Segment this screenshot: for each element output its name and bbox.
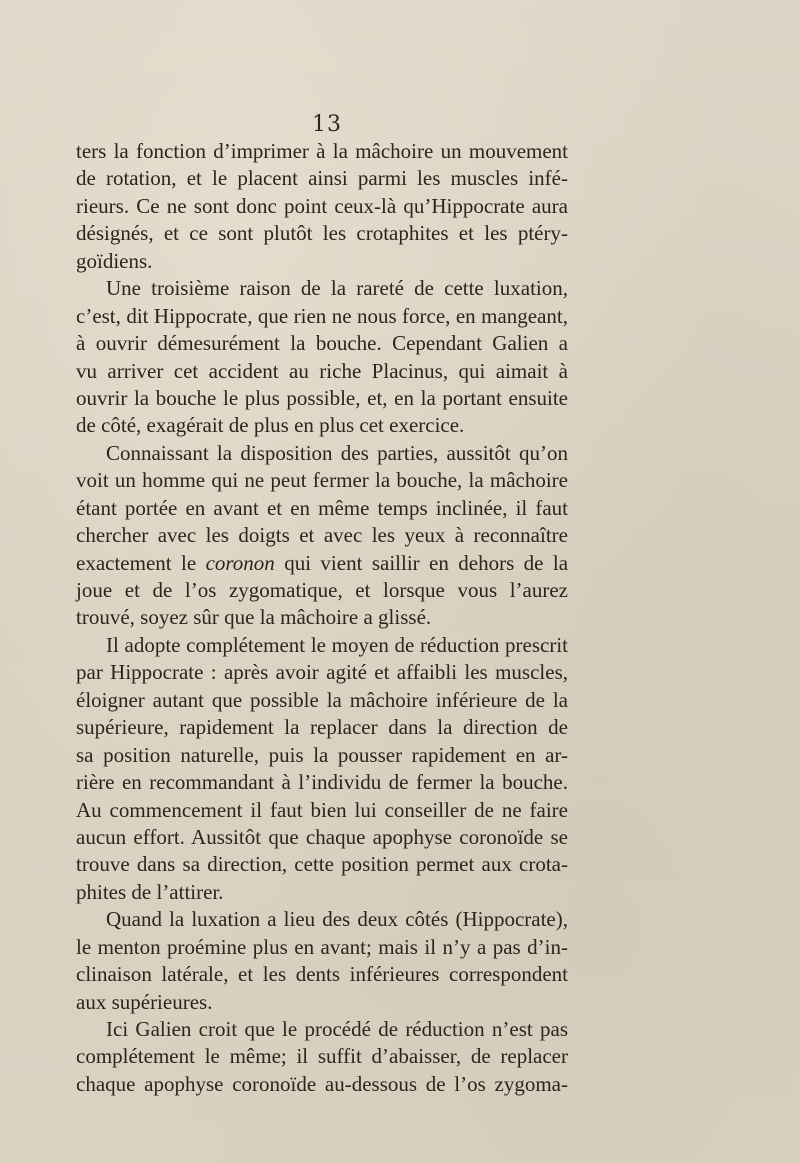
text-line: c’est, dit Hippocrate, que rien ne nous force, en mangeant,: [76, 303, 568, 328]
text-line: [76, 550, 568, 577]
text-segment: qui vient saillir en dehors de la: [284, 550, 569, 575]
text-line: le menton proémine plus en avant; mais il n’y a pas d’in-: [76, 934, 568, 959]
text-line: de côté, exagérait de plus en plus cet exercice.: [76, 413, 465, 438]
text-line: voit un homme qui ne peut fermer la bouche, la mâchoire: [76, 468, 568, 493]
text-line: chaque apophyse coronoïde au-dessous de l’os zygoma-: [76, 1071, 568, 1096]
text-segment: exactement le: [76, 550, 197, 575]
text-line: éloigner autant que possible la mâchoire inférieure de la: [76, 687, 568, 712]
text-line: joue et de l’os zygomatique, et lorsque vous l’aurez: [76, 578, 568, 602]
text-line: Connaissant la disposition des parties, aussitôt qu’on: [106, 440, 568, 465]
text-line: aucun effort. Aussitôt que chaque apophyse coronoïde se: [76, 824, 568, 849]
text-line: aux supérieures.: [76, 989, 213, 1014]
text-line: par Hippocrate : après avoir agité et affaibli les muscles,: [76, 660, 568, 685]
text-line: phites de l’attirer.: [76, 879, 224, 904]
text-line: rieurs. Ce ne sont donc point ceux-là qu’Hippocrate aura: [76, 193, 568, 218]
text-line: étant portée en avant et en même temps inclinée, il faut: [76, 495, 568, 520]
text-line: désignés, et ce sont plutôt les crotaphites et les ptéry-: [76, 221, 568, 246]
text-line: Ici Galien croit que le procédé de réduction n’est pas: [106, 1017, 568, 1041]
text-line: ouvrir la bouche le plus possible, et, en la portant ensuite: [76, 385, 568, 410]
text-line: rière en recommandant à l’individu de fermer la bouche.: [76, 770, 568, 795]
text-line: Une troisième raison de la rareté de cette luxation,: [106, 276, 568, 301]
page-number: 13: [312, 112, 342, 137]
text-line: clinaison latérale, et les dents inférieures correspondent: [76, 962, 568, 987]
text-line: trouvé, soyez sûr que la mâchoire a glissé.: [76, 605, 432, 630]
text-line: goïdiens.: [76, 248, 153, 273]
text-line: chercher avec les doigts et avec les yeux à reconnaître: [76, 523, 568, 548]
text-line: supérieure, rapidement la replacer dans la direction de: [76, 715, 568, 740]
text-line: ters la fonction d’imprimer à la mâchoire un mouvement: [76, 139, 568, 163]
text-line: vu arriver cet accident au riche Placinus, qui aimait à: [76, 358, 568, 383]
italic-term: coronon: [205, 550, 275, 575]
text-line: trouve dans sa direction, cette position permet aux crota-: [76, 852, 568, 877]
text-line: Il adopte complétement le moyen de réduction prescrit: [106, 632, 568, 657]
text-line: à ouvrir démesurément la bouche. Cependant Galien a: [76, 331, 568, 356]
text-line: complétement le même; il suffit d’abaisser, de replacer: [76, 1044, 568, 1069]
text-line: Quand la luxation a lieu des deux côtés (Hippocrate),: [106, 907, 568, 932]
text-line: sa position naturelle, puis la pousser rapidement en ar-: [76, 742, 568, 767]
text-line: de rotation, et le placent ainsi parmi les muscles infé-: [76, 166, 568, 191]
body-text: [76, 138, 568, 1098]
text-line: Au commencement il faut bien lui conseiller de ne faire: [76, 797, 568, 822]
